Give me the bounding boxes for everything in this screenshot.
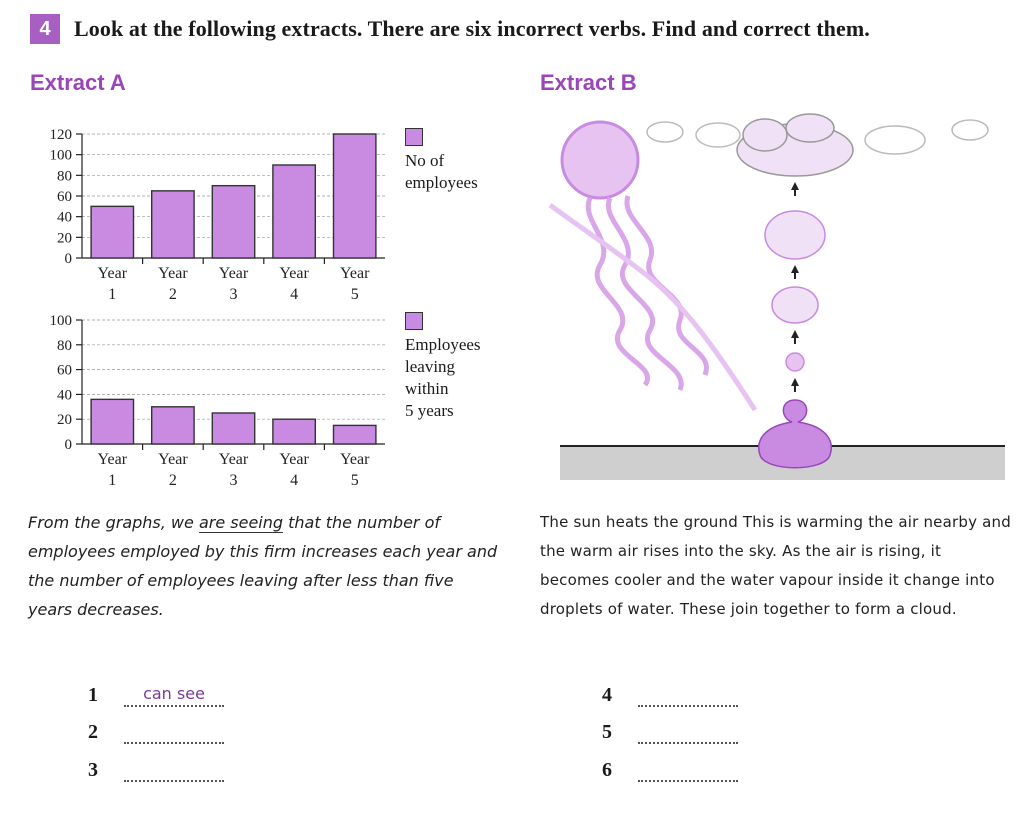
legend-1-line: employees [405, 173, 478, 192]
x-tick-label: Year [339, 265, 370, 282]
legend-swatch [405, 128, 423, 146]
answer-number: 4 [602, 684, 612, 706]
answer-row [602, 683, 738, 707]
y-tick-label: 20 [57, 412, 72, 429]
bar [212, 186, 254, 258]
x-tick-label: 3 [229, 472, 238, 489]
chart-1-legend [405, 128, 478, 194]
answer-field[interactable] [124, 720, 224, 744]
bar [273, 419, 315, 444]
exercise-number-badge: 4 [30, 14, 60, 44]
extract-a-title: Extract A [30, 70, 126, 95]
x-tick-label: 2 [168, 472, 177, 489]
x-tick-label: Year [218, 451, 249, 468]
y-tick-label: 120 [49, 127, 72, 143]
extract-a-underlined-verb: are seeing [198, 513, 284, 532]
y-tick-label: 0 [64, 437, 72, 453]
vapour-bubble-icon [772, 287, 818, 323]
employees-chart-svg [20, 122, 395, 307]
answer-field[interactable]: can see [124, 683, 224, 707]
x-tick-label: 2 [168, 286, 177, 303]
x-tick-label: 1 [108, 286, 117, 303]
extract-b-title: Extract B [540, 70, 637, 95]
bar [152, 191, 194, 258]
x-tick-label: Year [279, 265, 309, 282]
answer-row [88, 683, 224, 707]
bar [152, 407, 194, 444]
bar [91, 206, 133, 258]
answer-field[interactable] [124, 758, 224, 782]
extract-a-text-part: From the graphs, we [28, 513, 199, 532]
x-tick-label: Year [218, 265, 249, 282]
x-tick-label: 5 [350, 286, 359, 303]
y-tick-label: 40 [57, 209, 72, 226]
bar [273, 165, 315, 258]
heat-wave-icon [550, 205, 755, 410]
answer-field[interactable] [638, 720, 738, 744]
answer-row [602, 720, 738, 744]
vapour-bubble-icon [786, 353, 804, 371]
employees-bar-chart [20, 122, 395, 312]
y-tick-label: 0 [64, 251, 72, 267]
warm-air-icon [759, 400, 831, 468]
answer-number: 2 [88, 721, 98, 743]
x-tick-label: 4 [290, 472, 299, 489]
legend-2-line: leaving [405, 357, 456, 376]
extract-b-text: The sun heats the ground This is warming the air nearby and the warm air rises into the sky. As the air is rising, it becomes cooler and the water vapour inside it change into droplets of water. These join together to form a cloud. [540, 513, 1011, 618]
x-tick-label: 4 [290, 286, 299, 303]
bar [333, 425, 375, 444]
extract-a-text [28, 508, 498, 624]
x-tick-label: Year [97, 451, 128, 468]
x-tick-label: Year [279, 451, 309, 468]
y-tick-label: 60 [57, 189, 72, 205]
leavers-chart-svg [20, 308, 395, 493]
answer-number: 5 [602, 721, 612, 743]
water-cycle-illustration [540, 110, 1010, 485]
x-tick-label: 3 [229, 286, 238, 303]
legend-2-line: within [405, 379, 449, 398]
exercise-instruction: Look at the following extracts. There are six incorrect verbs. Find and correct them. [74, 16, 870, 41]
x-tick-label: Year [97, 265, 128, 282]
x-tick-label: Year [158, 451, 188, 468]
legend-1-line: No of [405, 151, 445, 170]
legend-swatch [405, 312, 423, 330]
answer-number: 1 [88, 684, 98, 706]
answer-field[interactable] [638, 683, 738, 707]
extract-a-text-part: that the number of employees employed by this firm increases each year and the number of employees leaving after less than five years decreases. [28, 513, 498, 619]
answer-row [88, 720, 224, 744]
answer-number: 6 [602, 759, 612, 781]
exercise-heading [30, 14, 870, 44]
x-tick-label: Year [339, 451, 370, 468]
heat-wave-icon [627, 196, 707, 375]
rain-cloud-icon [737, 114, 853, 176]
legend-2-line: Employees [405, 335, 481, 354]
chart-2-legend [405, 312, 481, 422]
x-tick-label: Year [158, 265, 188, 282]
leavers-bar-chart [20, 308, 395, 498]
answer-row [88, 758, 224, 782]
vapour-bubble-icon [765, 211, 825, 259]
bar [212, 413, 254, 444]
answer-field[interactable] [638, 758, 738, 782]
bar [333, 134, 375, 258]
answer-row [602, 758, 738, 782]
y-tick-label: 60 [57, 362, 72, 379]
y-tick-label: 100 [49, 313, 72, 329]
x-tick-label: 1 [108, 472, 117, 489]
y-tick-label: 40 [57, 387, 72, 404]
bar [91, 399, 133, 444]
legend-2-line: 5 years [405, 401, 454, 420]
x-tick-label: 5 [350, 472, 359, 489]
y-tick-label: 100 [49, 147, 72, 164]
answer-number: 3 [88, 759, 98, 781]
y-tick-label: 80 [57, 168, 72, 185]
y-tick-label: 20 [57, 230, 72, 247]
sun-icon [562, 122, 638, 198]
y-tick-label: 80 [57, 337, 72, 354]
